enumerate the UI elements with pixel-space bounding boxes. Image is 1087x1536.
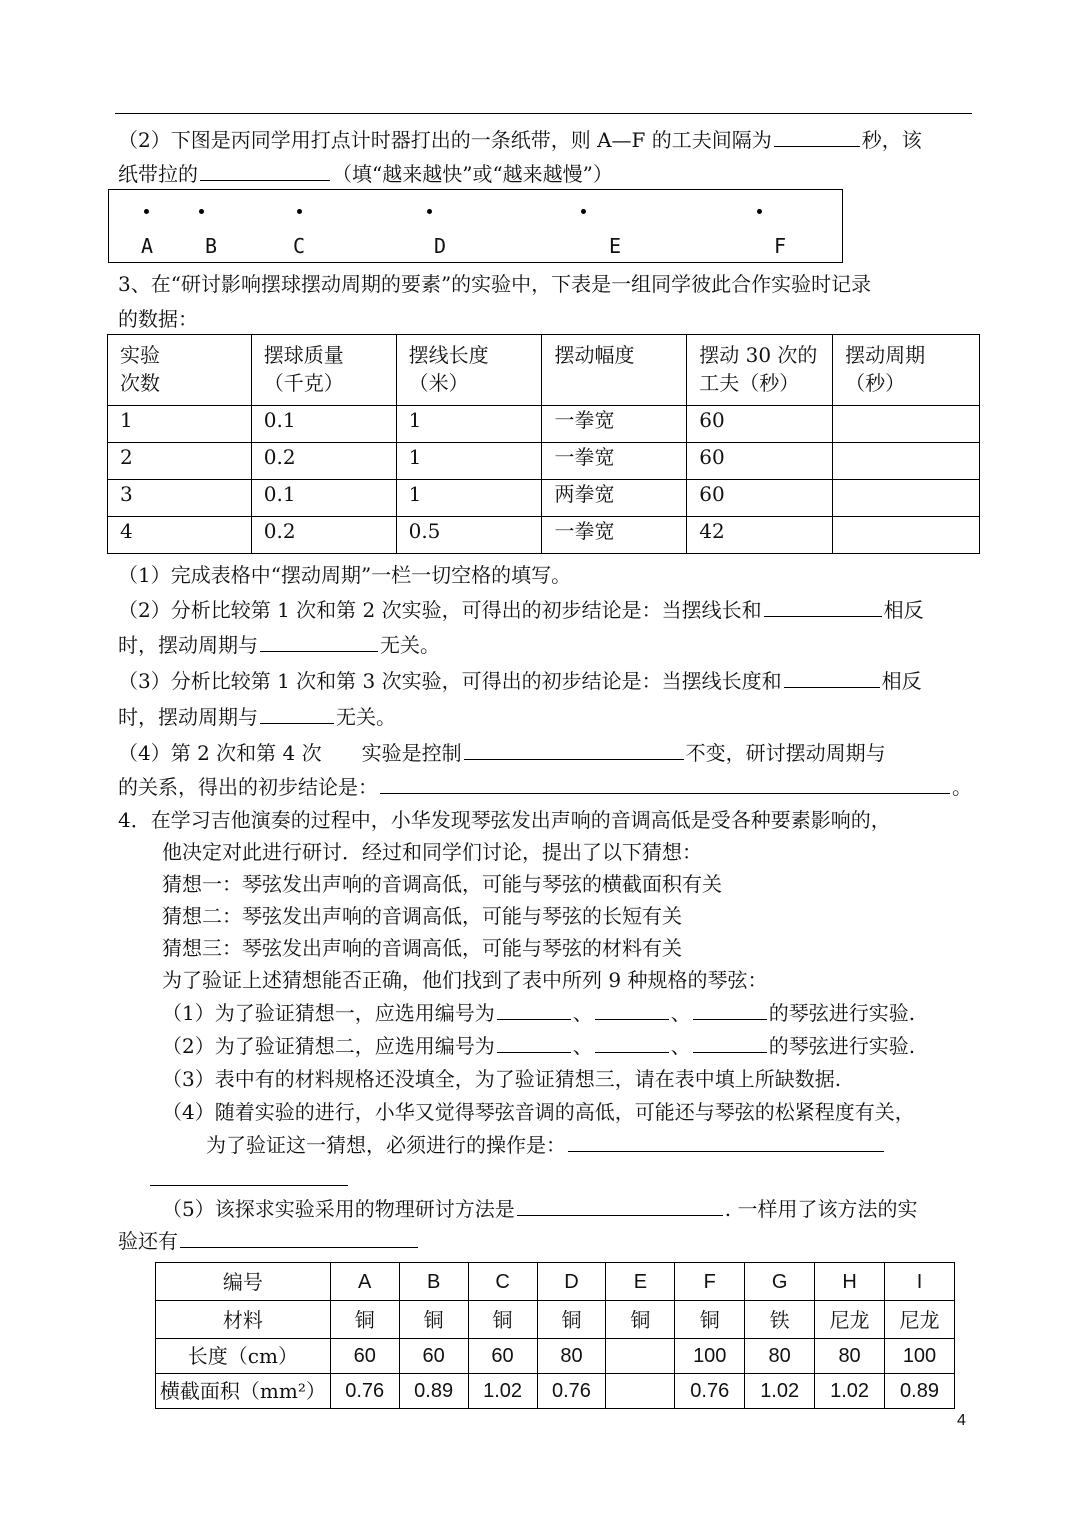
tape-label-a: A <box>141 234 154 258</box>
q4-part-1 <box>162 999 915 1027</box>
q3-sub-3-line-1 <box>118 667 922 695</box>
header-period: 摆动周期 （秒） <box>833 335 980 406</box>
pendulum-header-row <box>108 335 980 406</box>
cell: 80 <box>537 1339 606 1374</box>
cell: 0.76 <box>675 1374 745 1409</box>
q2-text: （2）下图是丙同学用打点计时器打出的一条纸带，则 A—F 的工夫间隔为 <box>118 128 772 152</box>
q2-text: 纸带拉的 <box>118 162 198 186</box>
cell: 铜 <box>330 1301 399 1339</box>
cell: E <box>606 1263 675 1301</box>
cell: 60 <box>687 443 833 480</box>
area-input-cell[interactable] <box>606 1374 675 1409</box>
cell: 0.76 <box>330 1374 399 1409</box>
separator: 、 <box>572 1001 593 1025</box>
tape-label-f: F <box>774 234 787 258</box>
answer-blank[interactable] <box>595 1032 669 1053</box>
q3-text: 。 <box>952 775 972 799</box>
cell: 铜 <box>468 1301 537 1339</box>
cell: 一拳宽 <box>542 517 687 554</box>
separator: 、 <box>670 1001 691 1025</box>
q3-text: （3）分析比较第 1 次和第 3 次实验，可得出的初步结论是：当摆线长度和 <box>118 669 782 693</box>
answer-blank[interactable] <box>784 667 880 688</box>
q4-text: 验还有 <box>118 1229 178 1253</box>
q3-sub-2-line-1 <box>118 596 924 624</box>
q4-part-4-line-2 <box>206 1131 886 1159</box>
q3-text: （4）第 2 次和第 4 次 实验是控制 <box>118 741 462 765</box>
cell: 60 <box>330 1339 399 1374</box>
cell: 1 <box>396 480 542 517</box>
cell: 铜 <box>675 1301 745 1339</box>
tape-dot-f <box>757 209 762 214</box>
cell: 0.89 <box>399 1374 468 1409</box>
q3-text: 无关。 <box>336 705 396 729</box>
cell: 0.76 <box>537 1374 606 1409</box>
row-label: 长度（cm） <box>156 1339 331 1374</box>
cell: 铁 <box>745 1301 815 1339</box>
q4-part-3: （3）表中有的材料规格还没填全，为了验证猜想三，请在表中填上所缺数据. <box>162 1067 842 1091</box>
cell: 60 <box>468 1339 537 1374</box>
answer-blank[interactable] <box>517 1195 723 1216</box>
q4-line-1: 4．在学习吉他演奏的过程中，小华发现琴弦发出声响的音调高低是受各种要素影响的， <box>118 808 891 832</box>
cell: 80 <box>745 1339 815 1374</box>
cell: 1.02 <box>468 1374 537 1409</box>
tape-label-b: B <box>205 234 218 258</box>
answer-continuation-line[interactable] <box>150 1185 348 1186</box>
cell: 0.2 <box>251 443 396 480</box>
q2-line-2 <box>118 160 613 188</box>
row-label: 横截面积（mm²） <box>156 1374 331 1409</box>
cell: 0.1 <box>251 406 396 443</box>
period-input-cell[interactable] <box>833 443 980 480</box>
cell: 0.5 <box>396 517 542 554</box>
answer-blank[interactable] <box>693 1032 767 1053</box>
q4-part-5-line-2 <box>118 1227 420 1255</box>
table-row <box>108 480 980 517</box>
cell: H <box>815 1263 885 1301</box>
cell: 一拳宽 <box>542 443 687 480</box>
cell: 4 <box>108 517 252 554</box>
answer-blank[interactable] <box>595 999 669 1020</box>
cell: 1.02 <box>745 1374 815 1409</box>
q4-line-2: 他决定对此进行研讨．经过和同学们讨论，提出了以下猜想： <box>162 840 702 864</box>
table-row <box>156 1263 955 1301</box>
row-label: 材料 <box>156 1301 331 1339</box>
q4-text: （1）为了验证猜想一，应选用编号为 <box>162 1001 495 1025</box>
cell: 2 <box>108 443 252 480</box>
table-row <box>156 1339 955 1374</box>
q4-text: 为了验证这一猜想，必须进行的操作是： <box>206 1133 566 1157</box>
cell: 0.89 <box>885 1374 955 1409</box>
header-trial: 实验 次数 <box>108 335 252 406</box>
q4-part-2 <box>162 1032 915 1060</box>
strings-table <box>155 1262 955 1409</box>
q4-hypothesis-2: 猜想二：琴弦发出声响的音调高低，可能与琴弦的长短有关 <box>162 904 682 928</box>
q4-part-4-line-1: （4）随着实验的进行，小华又觉得琴弦音调的高低，可能还与琴弦的松紧程度有关， <box>162 1100 915 1124</box>
cell: 一拳宽 <box>542 406 687 443</box>
header-amplitude: 摆动幅度 <box>542 335 687 406</box>
cell: 100 <box>675 1339 745 1374</box>
q3-text: 相反 <box>881 669 922 693</box>
q3-intro-1: 3、在“研讨影响摆球摆动周期的要素”的实验中，下表是一组同学彼此合作实验时记录 <box>118 272 872 296</box>
q4-line-6: 为了验证上述猜想能否正确，他们找到了表中所列 9 种规格的琴弦： <box>162 968 768 992</box>
pendulum-table <box>107 334 980 554</box>
tape-label-c: C <box>293 234 306 258</box>
cell: 60 <box>687 406 833 443</box>
answer-blank[interactable] <box>774 126 860 147</box>
q4-hypothesis-1: 猜想一：琴弦发出声响的音调高低，可能与琴弦的横截面积有关 <box>162 872 722 896</box>
answer-blank[interactable] <box>464 739 684 760</box>
header-rule <box>115 113 972 114</box>
header-mass: 摆球质量 （千克） <box>251 335 396 406</box>
cell: 铜 <box>606 1301 675 1339</box>
period-input-cell[interactable] <box>833 480 980 517</box>
cell: B <box>399 1263 468 1301</box>
answer-blank[interactable] <box>693 999 767 1020</box>
table-row <box>108 406 980 443</box>
cell: 铜 <box>537 1301 606 1339</box>
q2-text: 秒，该 <box>861 128 922 152</box>
q3-text: 时，摆动周期与 <box>118 633 258 657</box>
cell: C <box>468 1263 537 1301</box>
tape-dot-b <box>199 209 204 214</box>
q3-text: 无关。 <box>380 633 440 657</box>
tape-dot-d <box>427 209 432 214</box>
cell: 0.2 <box>251 517 396 554</box>
q3-sub-4-line-2 <box>118 773 972 801</box>
table-row <box>156 1301 955 1339</box>
page-number: 4 <box>957 1412 966 1429</box>
cell: 80 <box>815 1339 885 1374</box>
q3-text: 的关系，得出的初步结论是： <box>118 775 378 799</box>
cell: 0.1 <box>251 480 396 517</box>
q2-text: （填“越来越快”或“越来越慢”） <box>332 162 613 186</box>
q3-sub-2-line-2 <box>118 631 440 659</box>
cell: 3 <box>108 480 252 517</box>
cell: 60 <box>687 480 833 517</box>
cell: 1 <box>396 406 542 443</box>
cell: G <box>745 1263 815 1301</box>
cell: 42 <box>687 517 833 554</box>
q3-sub-3-line-2 <box>118 703 396 731</box>
cell: 60 <box>399 1339 468 1374</box>
tape-dot-a <box>144 209 149 214</box>
period-input-cell[interactable] <box>833 406 980 443</box>
q3-text: 不变，研讨摆动周期与 <box>685 741 886 765</box>
answer-blank[interactable] <box>497 999 571 1020</box>
cell: 1 <box>396 443 542 480</box>
answer-blank[interactable] <box>260 631 378 652</box>
q3-sub-4-line-1 <box>118 739 886 767</box>
cell: 两拳宽 <box>542 480 687 517</box>
header-time30: 摆动 30 次的 工夫（秒） <box>687 335 833 406</box>
q4-hypothesis-3: 猜想三：琴弦发出声响的音调高低，可能与琴弦的材料有关 <box>162 936 682 960</box>
q3-text: （2）分析比较第 1 次和第 2 次实验，可得出的初步结论是：当摆线长和 <box>118 598 762 622</box>
answer-blank[interactable] <box>260 703 334 724</box>
table-row <box>156 1374 955 1409</box>
answer-blank[interactable] <box>380 773 950 794</box>
q4-text: 的琴弦进行实验. <box>768 1034 916 1058</box>
cell: 尼龙 <box>815 1301 885 1339</box>
q3-text: 时，摆动周期与 <box>118 705 258 729</box>
q4-part-5-line-1 <box>162 1195 917 1223</box>
cell: I <box>885 1263 955 1301</box>
length-input-cell[interactable] <box>606 1339 675 1374</box>
tape-label-e: E <box>609 234 622 258</box>
tape-dot-e <box>581 209 586 214</box>
cell: 100 <box>885 1339 955 1374</box>
ticker-tape <box>108 189 843 263</box>
cell: 铜 <box>399 1301 468 1339</box>
cell: A <box>330 1263 399 1301</box>
q4-text: （5）该探求实验采用的物理研讨方法是 <box>162 1197 515 1221</box>
cell: F <box>675 1263 745 1301</box>
cell: 1.02 <box>815 1374 885 1409</box>
tape-dot-c <box>297 209 302 214</box>
q4-text: （2）为了验证猜想二，应选用编号为 <box>162 1034 495 1058</box>
table-row <box>108 443 980 480</box>
answer-blank[interactable] <box>180 1227 418 1248</box>
period-input-cell[interactable] <box>833 517 980 554</box>
table-row <box>108 517 980 554</box>
q4-text: 的琴弦进行实验. <box>768 1001 916 1025</box>
answer-blank[interactable] <box>497 1032 571 1053</box>
answer-blank[interactable] <box>568 1131 884 1152</box>
q3-text: 相反 <box>883 598 924 622</box>
q4-text: . 一样用了该方法的实 <box>724 1197 918 1221</box>
answer-blank[interactable] <box>200 160 330 181</box>
header-length: 摆线长度 （米） <box>396 335 542 406</box>
tape-label-d: D <box>434 234 447 258</box>
separator: 、 <box>572 1034 593 1058</box>
cell: 1 <box>108 406 252 443</box>
row-label: 编号 <box>156 1263 331 1301</box>
cell: 尼龙 <box>885 1301 955 1339</box>
q2-line-1 <box>118 126 922 154</box>
q3-sub-1: （1）完成表格中“摆动周期”一栏一切空格的填写。 <box>118 563 572 587</box>
answer-blank[interactable] <box>764 596 882 617</box>
q3-intro-2: 的数据： <box>118 307 198 331</box>
cell: D <box>537 1263 606 1301</box>
separator: 、 <box>670 1034 691 1058</box>
